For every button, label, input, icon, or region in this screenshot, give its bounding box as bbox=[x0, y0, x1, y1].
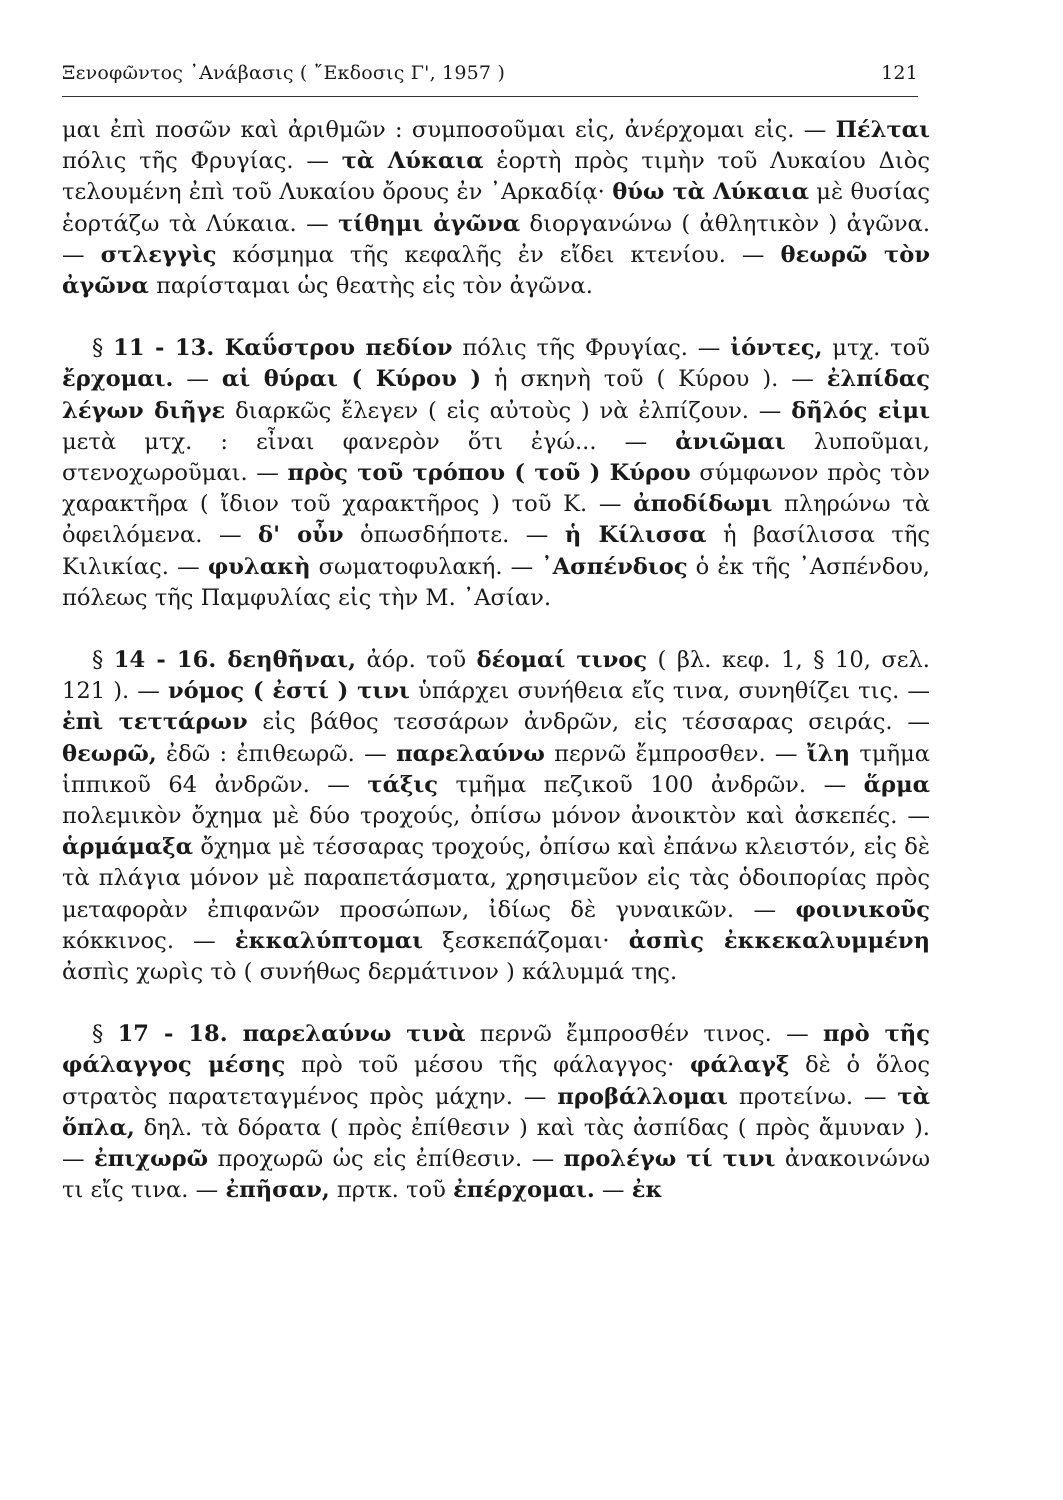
gloss-text: σωματοφυλακή. — bbox=[310, 553, 542, 580]
lemma-term: τὰ ὅπλα, bbox=[62, 1083, 930, 1141]
gloss-text: ὑπάρχει συνήθεια εἴς τινα, συνηθίζει τις. — bbox=[409, 678, 930, 705]
lemma-term: ἐπέρχομαι. bbox=[453, 1177, 595, 1204]
lemma-term: θεωρῶ τὸν ἀγῶνα bbox=[62, 241, 930, 300]
lemma-term: 14 - 16. δεηθῆναι, bbox=[113, 647, 356, 674]
gloss-text: ἡ σκηνὴ τοῦ ( Κύρου ). — bbox=[481, 366, 827, 393]
gloss-text: προτείνω. — bbox=[727, 1083, 898, 1110]
gloss-text: εἰς βάθος τεσσάρων ἀνδρῶν, εἰς τέσσαρας σειράς. — bbox=[247, 709, 930, 736]
gloss-text: ἐδῶ : ἐπιθεωρῶ. — bbox=[156, 740, 397, 767]
lemma-term: ἔρχομαι. bbox=[62, 366, 174, 393]
lemma-term: ἐπὶ τεττάρων bbox=[62, 709, 248, 736]
gloss-text: δὲ ὁ ὅλος στρατὸς παρατεταγμένος πρὸς μάχην. — bbox=[62, 1052, 930, 1110]
gloss-text: ὁ ἐκ τῆς ᾿Ασπένδου, πόλεως τῆς Παμφυλίας εἰς τὴν Μ. ᾿Ασίαν. bbox=[62, 553, 930, 611]
lemma-term: τὰ Λύκαια bbox=[341, 148, 484, 175]
gloss-text: ἑορτὴ πρὸς τιμὴν τοῦ Λυκαίου Διὸς τελουμένη ἐπὶ τοῦ Λυκαίου ὄρους ἐν ᾿Αρκαδίᾳ· bbox=[62, 148, 931, 206]
lemma-term: προλέγω τί τινι bbox=[563, 1146, 776, 1173]
gloss-text: κόκκινος. — bbox=[62, 927, 235, 954]
lemma-term: θύω τὰ Λύκαια bbox=[612, 179, 809, 206]
gloss-text: μαι ἐπὶ ποσῶν καὶ ἀριθμῶν : συμποσοῦμαι εἰς, ἀνέρχομαι εἰς. — bbox=[62, 117, 836, 143]
lemma-term: 17 - 18. παρελαύνω τινὰ bbox=[117, 1021, 466, 1048]
gloss-text: τμῆμα πεζικοῦ 100 ἀνδρῶν. — bbox=[438, 771, 864, 798]
gloss-text: ( βλ. κεφ. 1, § 10, σελ. 121 ). — bbox=[62, 647, 930, 705]
gloss-text: κόσμημα τῆς κεφαλῆς ἐν εἴδει κτενίου. — bbox=[216, 241, 781, 268]
gloss-text: ἡ βασίλισσα τῆς Κιλικίας. — bbox=[62, 522, 931, 580]
gloss-text: πληρώνω τὰ ὀφειλόμενα. — bbox=[62, 491, 930, 549]
gloss-text: ἀνακοινώνω τι εἴς τινα. — bbox=[62, 1146, 931, 1204]
lemma-term: παρελαύνω bbox=[396, 740, 545, 767]
lemma-term: ἁρμάμαξα bbox=[62, 834, 194, 861]
lemma-term: 11 - 13. Καΰστρου πεδίον bbox=[113, 335, 453, 362]
gloss-text: — bbox=[594, 1177, 632, 1204]
gloss-text: λυποῦμαι, στενοχωροῦμαι. — bbox=[62, 428, 930, 487]
gloss-text: διοργανώνω ( ἀθλητικὸν ) ἀγῶνα. — bbox=[62, 210, 930, 268]
lemma-term: ἅρμα bbox=[863, 771, 930, 798]
lemma-term: ἐπιχωρῶ bbox=[94, 1146, 209, 1173]
lemma-term: φοινικοῦς bbox=[795, 896, 930, 923]
running-head bbox=[62, 62, 918, 84]
lemma-term: ἡ Κίλισσα bbox=[564, 522, 707, 549]
gloss-text: περνῶ ἔμπροσθεν. — bbox=[544, 740, 807, 767]
lemma-term: φυλακὴ bbox=[207, 553, 311, 580]
header-rule bbox=[62, 96, 918, 97]
lemma-term: ἰόντες, bbox=[730, 335, 823, 362]
gloss-text: μὲ θυσίας ἑορτάζω τὰ Λύκαια. — bbox=[62, 179, 930, 237]
gloss-text: δηλ. τὰ δόρατα ( πρὸς ἐπίθεσιν ) καὶ τὰς ἀσπίδας ( πρὸς ἄμυναν ). — bbox=[62, 1114, 930, 1173]
lemma-term: δέομαί τινος bbox=[476, 647, 648, 674]
lemma-term: ᾿Ασπένδιος bbox=[541, 553, 688, 580]
gloss-text: περνῶ ἔμπροσθέν τινος. — bbox=[465, 1021, 824, 1048]
lemma-term: ἀνιῶμαι bbox=[675, 428, 786, 455]
lemma-term: δ' οὖν bbox=[258, 522, 344, 549]
lemma-term: δῆλός εἰμι bbox=[791, 397, 930, 424]
section-paragraph bbox=[62, 333, 930, 614]
lemma-term: ἐπῆσαν, bbox=[225, 1177, 330, 1204]
gloss-text: πρτκ. τοῦ bbox=[329, 1177, 454, 1204]
section-paragraph bbox=[62, 645, 930, 988]
gloss-text: τμῆμα ἱππικοῦ 64 ἀνδρῶν. — bbox=[62, 740, 931, 798]
gloss-text: ἀσπὶς χωρὶς τὸ ( συνήθως δερμάτινον ) κάλυμμά της. bbox=[62, 959, 678, 986]
lemma-term: προβάλλομαι bbox=[557, 1083, 728, 1110]
lemma-term: πρὸ τῆς φάλαγγος μέσης bbox=[62, 1021, 930, 1079]
lemma-term: Πέλται bbox=[835, 117, 930, 143]
lemma-term: τίθημι ἀγῶνα bbox=[338, 210, 521, 237]
lemma-term: νόμος ( ἐστί ) τινι bbox=[168, 678, 410, 705]
gloss-text: μτχ. τοῦ bbox=[822, 335, 930, 362]
gloss-text: ὄχημα μὲ τέσσαρας τροχούς, ὀπίσω καὶ ἐπάνω κλειστόν, εἰς δὲ τὰ πλάγια μόνον μὲ παραπετάσματα, χρησιμεῦον εἰς τὰς ὁδοιπορίας πρὸς μεταφορὰν ἐπιφανῶν προσώπων, ἰδίως δὲ γυναικῶν. — bbox=[62, 834, 930, 923]
gloss-text: παρίσταμαι ὡς θεατὴς εἰς τὸν ἀγῶνα. bbox=[148, 273, 593, 300]
lemma-term: φάλαγξ bbox=[690, 1052, 790, 1079]
page-number: 121 bbox=[881, 62, 918, 84]
lemma-term: ἐκ bbox=[631, 1177, 663, 1204]
gloss-text: πολεμικὸν ὄχημα μὲ δύο τροχούς, ὀπίσω μόνον ἀνοικτὸν καὶ ἀσκεπές. — bbox=[62, 803, 930, 830]
lemma-term: ἐλπίδας λέγων διῆγε bbox=[62, 366, 930, 424]
lemma-term: ἴλη bbox=[806, 740, 851, 767]
lemma-term: τάξις bbox=[367, 771, 439, 798]
gloss-text: διαρκῶς ἔλεγεν ( εἰς αὐτοὺς ) νὰ ἐλπίζουν. — bbox=[225, 397, 792, 424]
gloss-text: μετὰ μτχ. : εἶναι φανερὸν ὅτι ἐγώ... — bbox=[62, 428, 676, 455]
section-paragraph bbox=[62, 1019, 930, 1206]
gloss-text: ὁπωσδήποτε. — bbox=[343, 522, 565, 549]
running-title: Ξενοφῶντος ᾿Ανάβασις ( ῎Εκδοσις Γ', 1957 ) bbox=[62, 62, 506, 84]
gloss-text: — bbox=[173, 366, 222, 393]
gloss-text: ξεσκεπάζομαι· bbox=[423, 927, 629, 954]
gloss-text: πόλις τῆς Φρυγίας. — bbox=[452, 335, 731, 362]
gloss-text: § bbox=[92, 647, 114, 674]
continuation-paragraph bbox=[62, 115, 930, 302]
gloss-text: προχωρῶ ὡς εἰς ἐπίθεσιν. — bbox=[208, 1146, 564, 1173]
lemma-term: στλεγγὶς bbox=[100, 241, 217, 268]
gloss-text: ἀόρ. τοῦ bbox=[355, 647, 477, 674]
lemma-term: πρὸς τοῦ τρόπου ( τοῦ ) Κύρου bbox=[287, 460, 691, 487]
gloss-text: § bbox=[92, 1021, 118, 1048]
gloss-text: σύμφωνον πρὸς τὸν χαρακτῆρα ( ἴδιον τοῦ χαρακτῆρος ) τοῦ Κ. — bbox=[62, 460, 930, 518]
gloss-text: § bbox=[92, 335, 114, 362]
lemma-term: ἀσπὶς ἐκκεκαλυμμένη bbox=[628, 927, 930, 954]
lemma-term: ἀποδίδωμι bbox=[633, 491, 773, 518]
lemma-term: ἐκκαλύπτομαι bbox=[234, 927, 424, 954]
commentary-body bbox=[62, 115, 930, 1207]
lemma-term: θεωρῶ, bbox=[62, 740, 157, 767]
lemma-term: αἱ θύραι ( Κύρου ) bbox=[221, 366, 482, 393]
gloss-text: πόλις τῆς Φρυγίας. — bbox=[62, 148, 342, 175]
gloss-text: πρὸ τοῦ μέσου τῆς φάλαγγος· bbox=[285, 1052, 690, 1079]
